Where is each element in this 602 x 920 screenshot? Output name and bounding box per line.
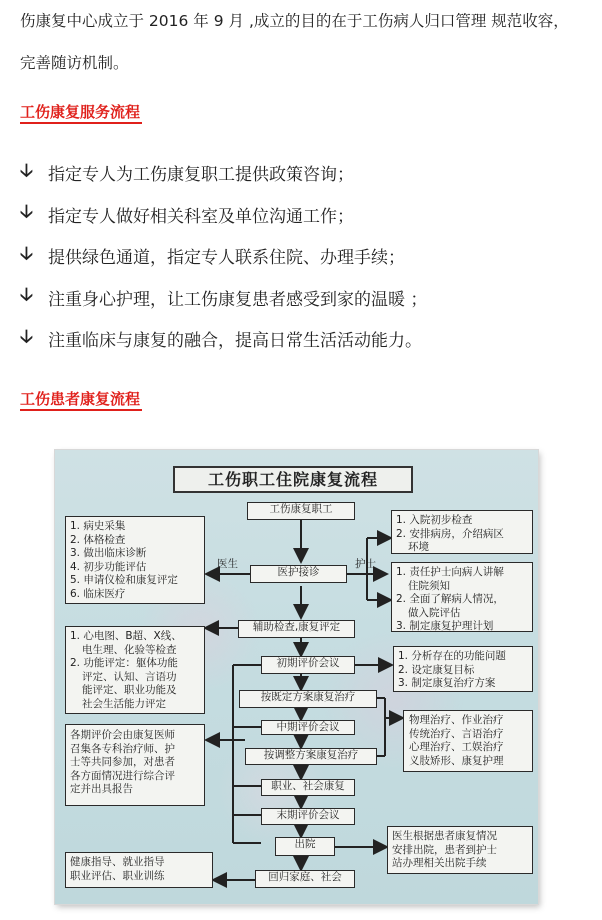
flowchart-title: 工伤职工住院康复流程 bbox=[173, 466, 413, 493]
discharge-note-box: 医生根据患者康复情况 安排出院，患者到护士 站办理相关出院手续 bbox=[387, 826, 533, 874]
list-item: 🡣 注重身心护理，让工伤康复患者感受到家的温暖 ； bbox=[20, 277, 427, 319]
flow-step-reception: 医护接诊 bbox=[250, 565, 347, 583]
admission-box: 1. 入院初步检查 2. 安排病房，介绍病区 环境 bbox=[391, 510, 533, 554]
flow-step-discharge: 出院 bbox=[275, 837, 335, 856]
flow-step-exam: 辅助检查,康复评定 bbox=[238, 620, 355, 638]
flow-step-vocational: 职业、社会康复 bbox=[261, 779, 355, 796]
list-item: 🡣 注重临床与康复的融合，提高日常生活活动能力。 bbox=[20, 318, 427, 360]
label-doctor: 医生 bbox=[217, 558, 238, 570]
flow-step-return: 回归家庭、社会 bbox=[255, 870, 355, 888]
flow-step-treatment-1: 按既定方案康复治疗 bbox=[239, 690, 377, 708]
section-title-service-flow: 工伤康复服务流程 bbox=[20, 102, 142, 124]
meeting-note-box: 各期评价会由康复医师 召集各专科治疗师、护 士等共同参加，对患者 各方面情况进行综合评 定并出具报告 bbox=[65, 724, 205, 806]
doctor-tasks-box: 1. 病史采集 2. 体格检查 3. 做出临床诊断 4. 初步功能评估 5. 申请仪检和康复评定 6. 临床医疗 bbox=[65, 516, 205, 604]
arrow-down-icon: 🡣 bbox=[20, 325, 33, 347]
flow-step-final-eval: 末期评价会议 bbox=[261, 808, 355, 825]
arrow-down-icon: 🡣 bbox=[20, 284, 33, 306]
section-title-patient-flow: 工伤患者康复流程 bbox=[20, 389, 142, 411]
flowchart-photo bbox=[55, 450, 538, 904]
flow-step-initial-eval: 初期评价会议 bbox=[261, 656, 355, 674]
arrow-down-icon: 🡣 bbox=[20, 159, 33, 181]
flow-step-start: 工伤康复职工 bbox=[247, 502, 355, 520]
arrow-down-icon: 🡣 bbox=[20, 201, 33, 223]
guidance-box: 健康指导、就业指导 职业评估、职业训练 bbox=[65, 852, 213, 888]
flow-step-mid-eval: 中期评价会议 bbox=[261, 720, 355, 735]
exam-items-box: 1. 心电图、B超、X线、 电生理、化验等检查 2. 功能评定：躯体功能 评定、认知、言语功 能评定、职业功能及 社会生活能力评定 bbox=[65, 626, 205, 714]
intro-paragraph bbox=[20, 0, 590, 84]
intro-line-2: 完善随访机制。 bbox=[20, 54, 129, 72]
arrow-down-icon: 🡣 bbox=[20, 242, 33, 264]
plan-box: 1. 分析存在的功能问题 2. 设定康复目标 3. 制定康复治疗方案 bbox=[393, 646, 533, 692]
list-item: 🡣 提供绿色通道，指定专人联系住院、办理手续； bbox=[20, 235, 427, 277]
service-bullet-list bbox=[20, 152, 427, 360]
therapies-box: 物理治疗、作业治疗 传统治疗、言语治疗 心理治疗、工娱治疗 义肢矫形、康复护理 bbox=[403, 710, 533, 772]
list-item: 🡣 指定专人做好相关科室及单位沟通工作； bbox=[20, 194, 427, 236]
flow-step-treatment-2: 按调整方案康复治疗 bbox=[245, 748, 377, 765]
list-item: 🡣 指定专人为工伤康复职工提供政策咨询； bbox=[20, 152, 427, 194]
label-nurse: 护士 bbox=[355, 558, 376, 570]
nurse-tasks-box: 1. 责任护士向病人讲解 住院须知 2. 全面了解病人情况， 做入院评估 3. 制定康复护理计划 bbox=[391, 562, 533, 632]
intro-line-1: 伤康复中心成立于 2016 年 9 月 ,成立的目的在于工伤病人归口管理 规范收容， bbox=[20, 12, 569, 30]
